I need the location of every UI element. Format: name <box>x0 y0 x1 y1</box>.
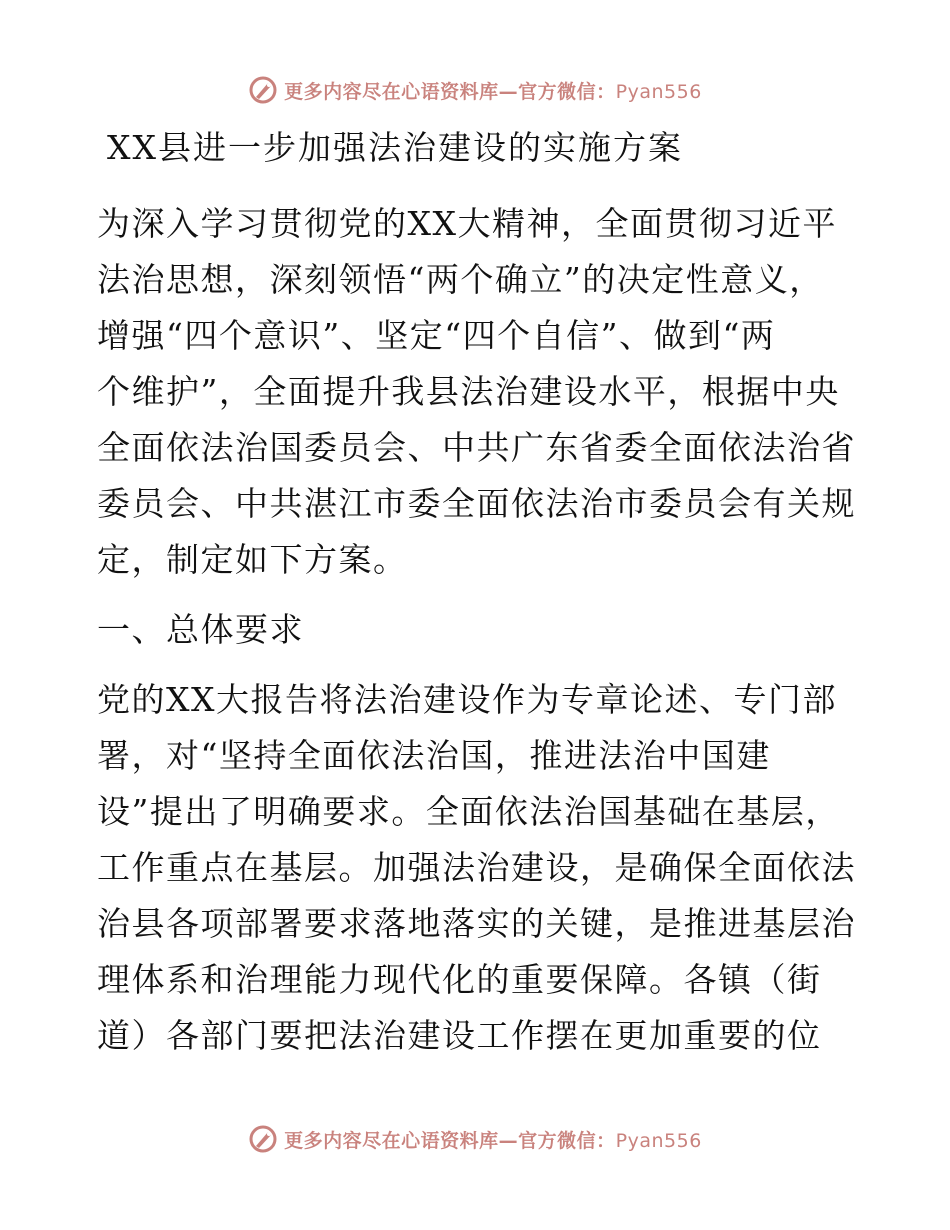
text-line: 个维护”，全面提升我县法治建设水平，根据中央 <box>97 372 840 411</box>
watermark-wechat-id: Pyan556 <box>615 80 702 103</box>
footer-watermark <box>0 1121 950 1157</box>
paragraph-intro <box>97 196 857 588</box>
document-body <box>97 118 857 1064</box>
watermark-wechat-id: Pyan556 <box>615 1129 702 1152</box>
watermark-text <box>284 1126 702 1153</box>
text-line: 道）各部门要把法治建设工作摆在更加重要的位 <box>97 1016 822 1055</box>
watermark-text <box>284 77 702 104</box>
watermark-label: 更多内容尽在心语资料库—官方微信： <box>284 80 616 103</box>
text-line: 设”提出了明确要求。全面依法治国基础在基层， <box>97 792 840 831</box>
text-line: 增强“四个意识”、坚定“四个自信”、做到“两 <box>97 316 776 355</box>
text-line: 工作重点在基层。加强法治建设，是确保全面依法 <box>97 848 856 887</box>
text-line: 委员会、中共湛江市委全面依法治市委员会有关规 <box>97 484 856 523</box>
text-line: 全面依法治国委员会、中共广东省委全面依法治省 <box>97 428 856 467</box>
header-watermark <box>0 72 950 108</box>
paragraph-requirements <box>97 672 857 1064</box>
pen-nib-logo-icon <box>248 75 278 105</box>
text-line: 署，对“坚持全面依法治国，推进法治中国建 <box>97 736 771 775</box>
watermark-label: 更多内容尽在心语资料库—官方微信： <box>284 1129 616 1152</box>
section-heading-text: 一、总体要求 <box>97 610 304 649</box>
text-line: 理体系和治理能力现代化的重要保障。各镇（街 <box>97 960 822 999</box>
text-line: 法治思想，深刻领悟“两个确立”的决定性意义， <box>97 260 824 299</box>
section-heading <box>97 602 857 658</box>
document-title: XX县进一步加强法治建设的实施方案 <box>107 128 683 167</box>
pen-nib-logo-icon <box>248 1124 278 1154</box>
text-line: 定，制定如下方案。 <box>97 540 408 579</box>
text-line: 治县各项部署要求落地落实的关键，是推进基层治 <box>97 904 856 943</box>
text-line: 党的XX大报告将法治建设作为专章论述、专门部 <box>97 680 837 719</box>
text-line: 为深入学习贯彻党的XX大精神，全面贯彻习近平 <box>97 204 837 243</box>
